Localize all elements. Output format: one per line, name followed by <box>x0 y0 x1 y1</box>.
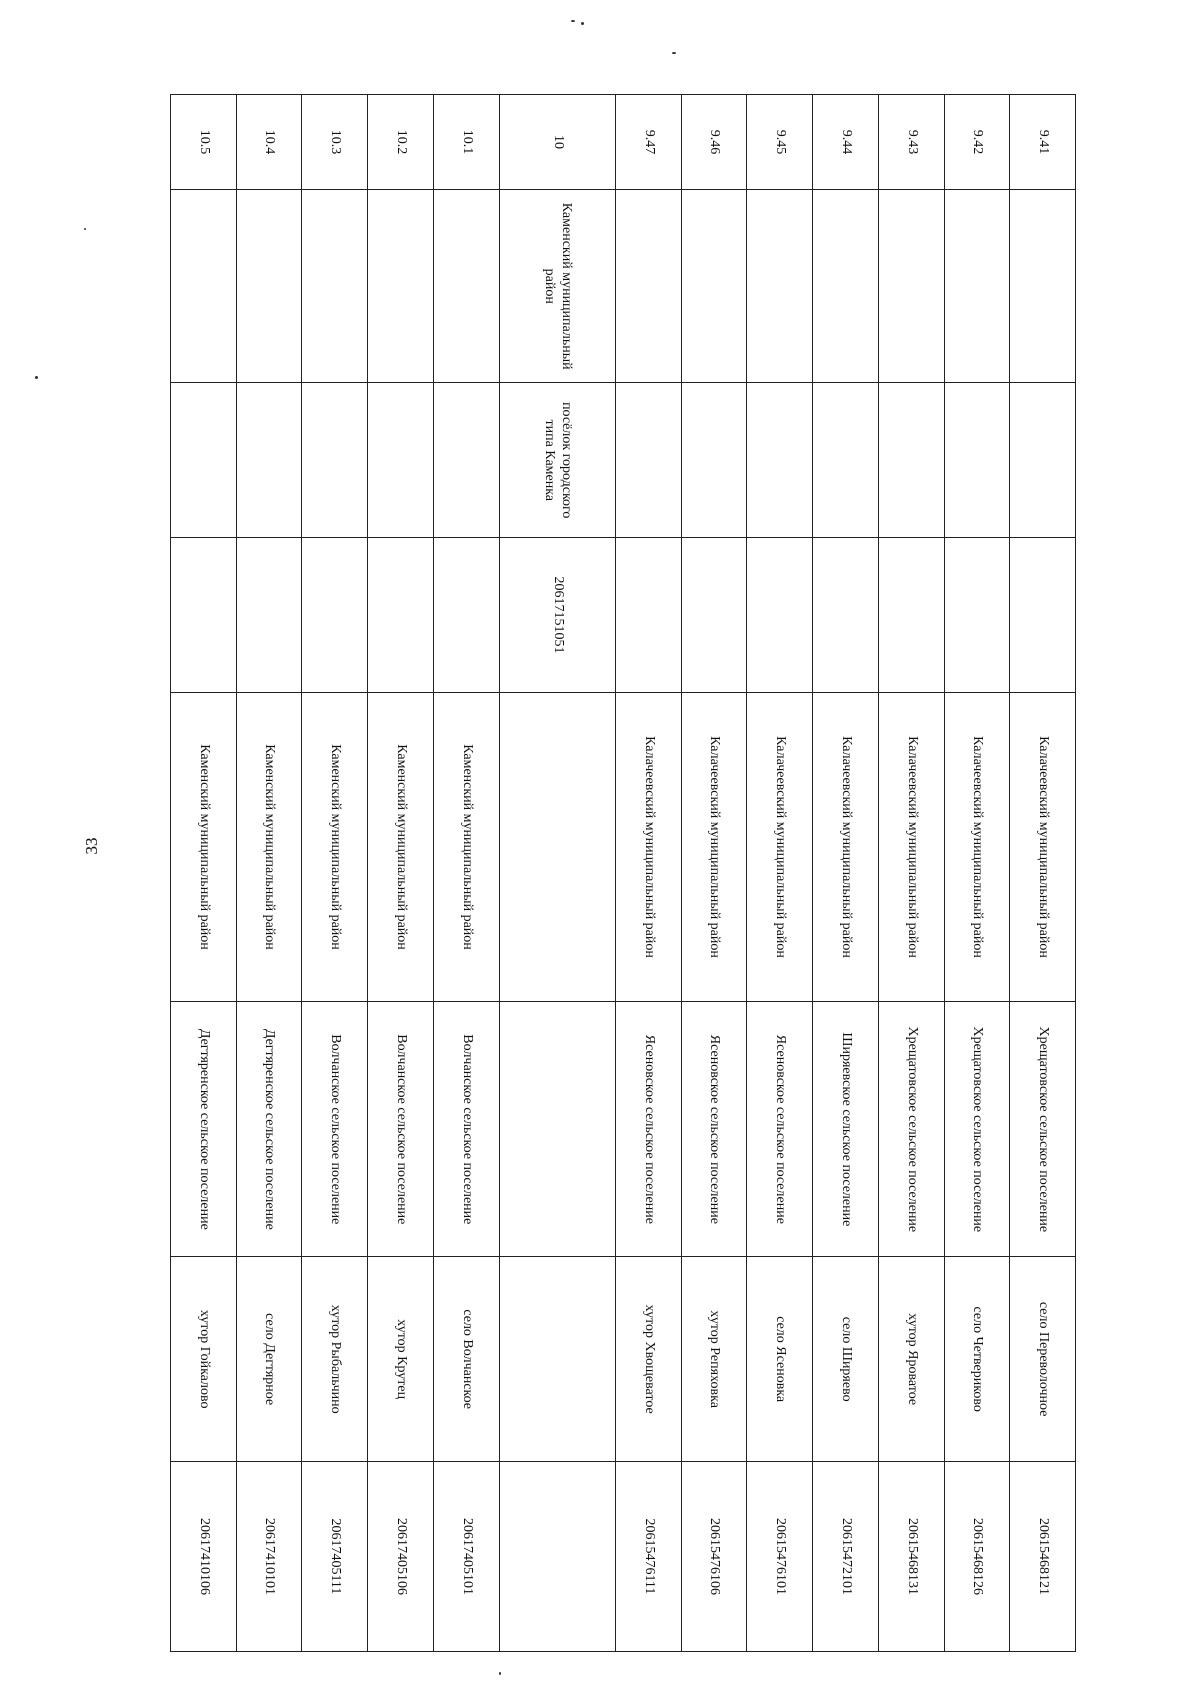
row-number-cell: 9.41 <box>1010 95 1076 190</box>
oktmo-urban-cell <box>615 538 681 693</box>
oktmo-urban-cell <box>368 538 434 693</box>
row-number-cell: 10.5 <box>171 95 237 190</box>
municipal-district-rural-cell: Каменский муниципальный район <box>368 692 434 1001</box>
table-row <box>813 95 879 1652</box>
row-number-cell: 9.42 <box>944 95 1010 190</box>
scan-speck <box>84 228 86 230</box>
oktmo-urban-cell <box>236 538 302 693</box>
municipal-district-cell <box>747 190 813 383</box>
rural-settlement-cell: Волчанское сельское поселение <box>368 1002 434 1257</box>
urban-settlement-cell <box>433 383 499 538</box>
municipal-district-cell <box>681 190 747 383</box>
table-row <box>747 95 813 1652</box>
table-row <box>1010 95 1076 1652</box>
municipal-district-cell <box>1010 190 1076 383</box>
oktmo-locality-cell: 20615468121 <box>1010 1461 1076 1651</box>
urban-settlement-cell <box>681 383 747 538</box>
locality-cell: хутор Рыбальчино <box>302 1257 368 1461</box>
locality-cell: хутор Крутец <box>368 1257 434 1461</box>
urban-settlement-cell <box>1010 383 1076 538</box>
oktmo-urban-cell <box>1010 538 1076 693</box>
locality-cell: хутор Хвощеватое <box>615 1257 681 1461</box>
oktmo-locality-cell: 20617405101 <box>433 1461 499 1651</box>
locality-cell: село Переволочное <box>1010 1257 1076 1461</box>
row-number-cell: 9.44 <box>813 95 879 190</box>
municipal-district-cell <box>813 190 879 383</box>
urban-settlement-cell: посёлок городского типа Каменка <box>499 383 615 538</box>
municipal-district-cell <box>236 190 302 383</box>
municipal-district-cell <box>368 190 434 383</box>
municipal-district-cell: Каменский муниципальный район <box>499 190 615 383</box>
locality-cell: село Ширяево <box>813 1257 879 1461</box>
table-row <box>681 95 747 1652</box>
scan-speck <box>499 1672 501 1675</box>
scan-speck <box>571 20 575 22</box>
locality-cell: село Четвериково <box>944 1257 1010 1461</box>
rural-settlement-cell: Дегтяренское сельское поселение <box>171 1002 237 1257</box>
row-number-cell: 10.1 <box>433 95 499 190</box>
oktmo-locality-cell: 20617405111 <box>302 1461 368 1651</box>
municipal-district-rural-cell: Калачеевский муниципальный район <box>681 692 747 1001</box>
urban-settlement-cell <box>368 383 434 538</box>
municipal-district-cell <box>944 190 1010 383</box>
urban-settlement-cell <box>302 383 368 538</box>
rural-settlement-cell: Ясеновское сельское поселение <box>681 1002 747 1257</box>
oktmo-urban-cell <box>747 538 813 693</box>
municipal-district-rural-cell <box>499 692 615 1001</box>
locality-cell: хутор Яроватое <box>878 1257 944 1461</box>
rural-settlement-cell: Хрещатовское сельское поселение <box>1010 1002 1076 1257</box>
rural-settlement-cell: Ширяевское сельское поселение <box>813 1002 879 1257</box>
table-row <box>433 95 499 1652</box>
table-row <box>302 95 368 1652</box>
oktmo-urban-cell <box>681 538 747 693</box>
municipal-district-rural-cell: Каменский муниципальный район <box>302 692 368 1001</box>
table-row <box>368 95 434 1652</box>
urban-settlement-cell <box>615 383 681 538</box>
oktmo-locality-cell <box>499 1461 615 1651</box>
row-number-cell: 9.43 <box>878 95 944 190</box>
locality-cell: село Ясеновка <box>747 1257 813 1461</box>
municipal-district-cell <box>615 190 681 383</box>
rural-settlement-cell: Дегтяренское сельское поселение <box>236 1002 302 1257</box>
urban-settlement-cell <box>236 383 302 538</box>
oktmo-urban-cell <box>302 538 368 693</box>
municipal-district-rural-cell: Калачеевский муниципальный район <box>944 692 1010 1001</box>
municipal-district-rural-cell: Каменский муниципальный район <box>236 692 302 1001</box>
oktmo-locality-cell: 20615468131 <box>878 1461 944 1651</box>
oktmo-locality-cell: 20615472101 <box>813 1461 879 1651</box>
row-number-cell: 9.46 <box>681 95 747 190</box>
municipal-district-cell <box>878 190 944 383</box>
oktmo-locality-cell: 20617410106 <box>171 1461 237 1651</box>
urban-settlement-cell <box>944 383 1010 538</box>
locality-cell: хутор Репяховка <box>681 1257 747 1461</box>
oktmo-locality-cell: 20615468126 <box>944 1461 1010 1651</box>
locality-cell <box>499 1257 615 1461</box>
table-row <box>236 95 302 1652</box>
oktmo-urban-cell <box>171 538 237 693</box>
oktmo-locality-cell: 20615476111 <box>615 1461 681 1651</box>
rural-settlement-cell: Ясеновское сельское поселение <box>747 1002 813 1257</box>
table-row <box>499 95 615 1652</box>
rural-settlement-cell: Волчанское сельское поселение <box>302 1002 368 1257</box>
rural-settlement-cell <box>499 1002 615 1257</box>
settlements-table <box>170 94 1076 1652</box>
table-row <box>615 95 681 1652</box>
oktmo-urban-cell <box>878 538 944 693</box>
oktmo-locality-cell: 20615476101 <box>747 1461 813 1651</box>
oktmo-urban-cell: 20617151051 <box>499 538 615 693</box>
rural-settlement-cell: Волчанское сельское поселение <box>433 1002 499 1257</box>
oktmo-urban-cell <box>813 538 879 693</box>
municipal-district-rural-cell: Калачеевский муниципальный район <box>878 692 944 1001</box>
municipal-district-rural-cell: Каменский муниципальный район <box>433 692 499 1001</box>
table-row <box>878 95 944 1652</box>
row-number-cell: 10.4 <box>236 95 302 190</box>
municipal-district-cell <box>433 190 499 383</box>
row-number-cell: 9.45 <box>747 95 813 190</box>
row-number-cell: 10.2 <box>368 95 434 190</box>
locality-cell: село Волчанское <box>433 1257 499 1461</box>
oktmo-urban-cell <box>433 538 499 693</box>
rural-settlement-cell: Хрещатовское сельское поселение <box>878 1002 944 1257</box>
municipal-district-rural-cell: Каменский муниципальный район <box>171 692 237 1001</box>
rural-settlement-cell: Хрещатовское сельское поселение <box>944 1002 1010 1257</box>
locality-cell: хутор Гойкалово <box>171 1257 237 1461</box>
table-body <box>171 95 1076 1652</box>
row-number-cell: 9.47 <box>615 95 681 190</box>
municipal-district-rural-cell: Калачеевский муниципальный район <box>615 692 681 1001</box>
oktmo-locality-cell: 20617410101 <box>236 1461 302 1651</box>
oktmo-locality-cell: 20615476106 <box>681 1461 747 1651</box>
row-number-cell: 10.3 <box>302 95 368 190</box>
scan-speck <box>672 52 676 54</box>
municipal-district-cell <box>302 190 368 383</box>
page-number: 33 <box>82 837 101 855</box>
scan-speck <box>35 376 38 379</box>
municipal-district-rural-cell: Калачеевский муниципальный район <box>747 692 813 1001</box>
locality-cell: село Дегтярное <box>236 1257 302 1461</box>
settlements-table-wrap <box>170 94 1076 1652</box>
municipal-district-cell <box>171 190 237 383</box>
municipal-district-rural-cell: Калачеевский муниципальный район <box>813 692 879 1001</box>
scan-speck <box>581 22 584 25</box>
row-number-cell: 10 <box>499 95 615 190</box>
urban-settlement-cell <box>747 383 813 538</box>
municipal-district-rural-cell: Калачеевский муниципальный район <box>1010 692 1076 1001</box>
urban-settlement-cell <box>813 383 879 538</box>
table-row <box>171 95 237 1652</box>
rural-settlement-cell: Ясеновское сельское поселение <box>615 1002 681 1257</box>
urban-settlement-cell <box>878 383 944 538</box>
table-row <box>944 95 1010 1652</box>
oktmo-locality-cell: 20617405106 <box>368 1461 434 1651</box>
urban-settlement-cell <box>171 383 237 538</box>
oktmo-urban-cell <box>944 538 1010 693</box>
